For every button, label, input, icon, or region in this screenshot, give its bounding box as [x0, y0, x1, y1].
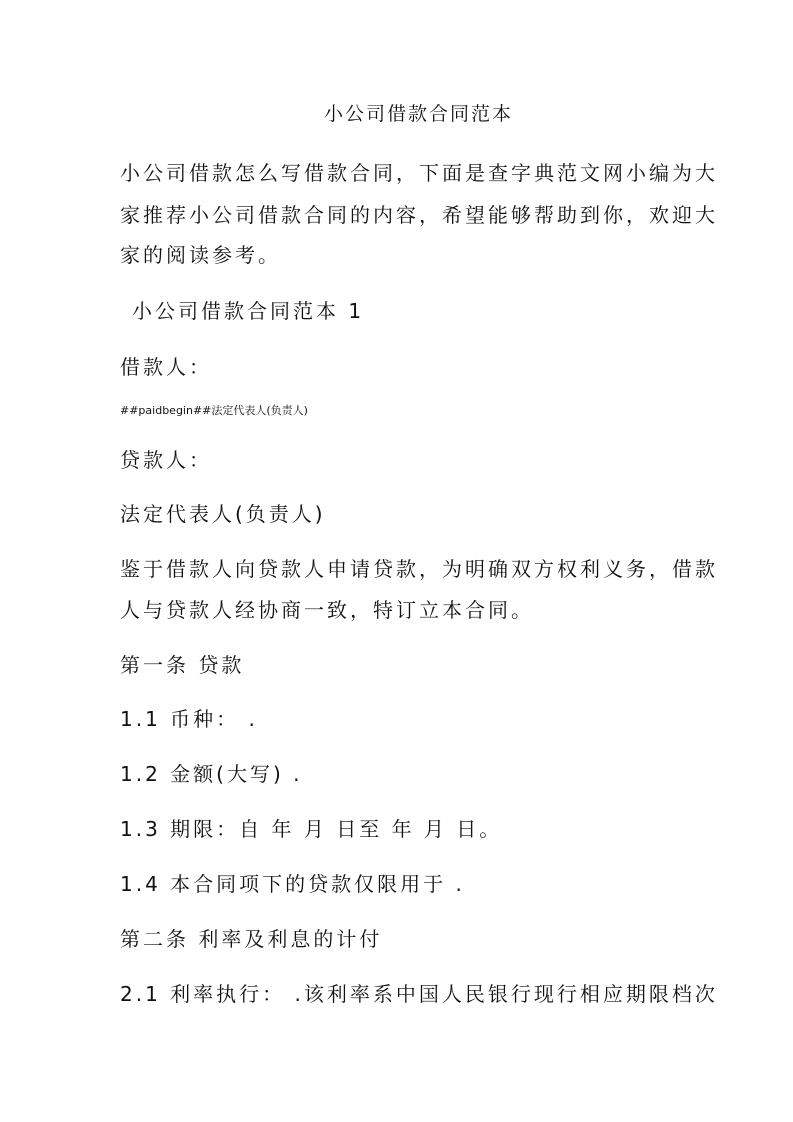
item-1-4: 1.4 本合同项下的贷款仅限用于 .: [120, 872, 465, 896]
lender-label: 贷款人：: [120, 448, 212, 472]
item-1-2: 1.2 金额(大写) .: [120, 762, 303, 786]
item-2-1: 2.1 利率执行： .该利率系中国人民银行现行相应期限档次: [120, 982, 718, 1006]
paid-marker-text: ##paidbegin##法定代表人(负责人): [120, 404, 308, 417]
intro-line-1: 小公司借款怎么写借款合同，下面是查字典范文网小编为大: [120, 161, 718, 185]
borrower-label: 借款人：: [120, 355, 212, 379]
intro-line-3: 家的阅读参考。: [120, 243, 281, 267]
section-title: 小公司借款合同范本 1: [132, 299, 365, 323]
intro-line-2: 家推荐小公司借款合同的内容，希望能够帮助到你，欢迎大: [120, 203, 718, 227]
legal-representative: 法定代表人(负责人): [120, 502, 326, 526]
preamble-line-1: 鉴于借款人向贷款人申请贷款，为明确双方权利义务，借款: [120, 557, 718, 581]
article-1-title: 第一条 贷款: [120, 653, 245, 677]
item-1-1: 1.1 币种： .: [120, 707, 258, 731]
preamble-line-2: 人与贷款人经协商一致，特订立本合同。: [120, 598, 534, 622]
article-2-title: 第二条 利率及利息的计付: [120, 927, 383, 951]
item-1-3: 1.3 期限：自 年 月 日至 年 月 日。: [120, 817, 503, 841]
document-title: 小公司借款合同范本: [323, 103, 513, 125]
